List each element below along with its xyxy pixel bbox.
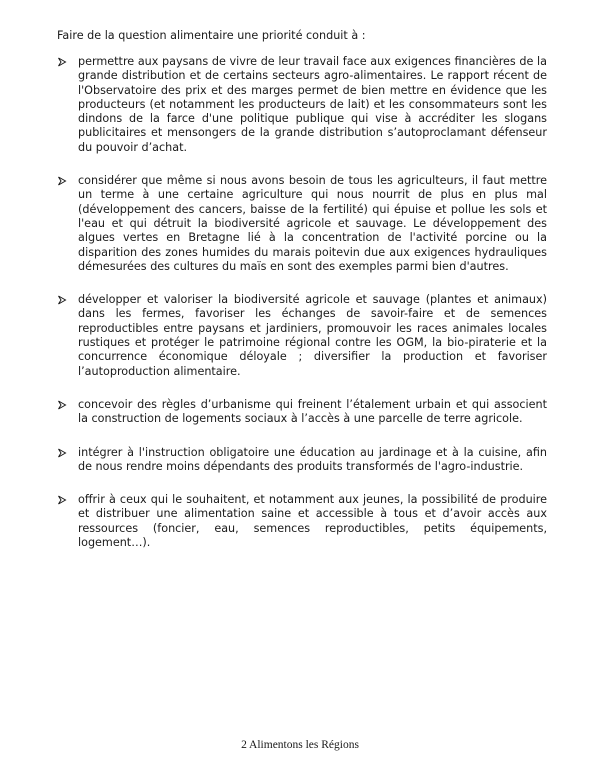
list-item: [57, 398, 547, 427]
arrow-bullet-icon: [57, 176, 67, 186]
bullet-text: développer et valoriser la biodiversité agricole et sauvage (plantes et animaux) dans les fermes, favoriser les échanges de savoir-faire et de semences reproductibles entre paysans et jardiniers, promouvoir les races animales locales rustiques et protéger le patrimoine régional contre les OGM, la bio-piraterie et la concurrence économique déloyale ; diversifier la production et favoriser l’autoproduction alimentaire.: [78, 293, 547, 378]
list-item: [57, 293, 547, 379]
bullet-text: permettre aux paysans de vivre de leur travail face aux exigences financières de la grande distribution et de certains secteurs agro-alimentaires. Le rapport récent de l'Observatoire des prix et des marges permet de bien mettre en évidence que les producteurs (et notamment les producteurs de lait) et les consommateurs sont les dindons de la farce d'une politique publique qui vise à accréditer les slogans publicitaires et mensongers de la grande distribution s’autoproclamant défenseur du pouvoir d’achat.: [78, 55, 547, 154]
list-item: [57, 493, 547, 550]
arrow-bullet-icon: [57, 448, 67, 458]
arrow-bullet-icon: [57, 57, 67, 67]
bullet-list: [57, 55, 547, 569]
page-footer: 2 Alimentons les Régions: [241, 739, 359, 751]
list-item: [57, 174, 547, 274]
list-item: [57, 446, 547, 475]
list-item: [57, 55, 547, 155]
bullet-text: intégrer à l'instruction obligatoire une éducation au jardinage et à la cuisine, afin de nous rendre moins dépendants des produits transformés de l'agro-industrie.: [78, 445, 547, 473]
bullet-text: concevoir des règles d’urbanisme qui freinent l’étalement urbain et qui associent la construction de logements sociaux à l’accès à une parcelle de terre agricole.: [78, 397, 547, 426]
bullet-text: offrir à ceux qui le souhaitent, et notamment aux jeunes, la possibilité de produire et distribuer une alimentation saine et accessible à tous et d’avoir accès aux ressources (foncier, eau, semences reproductibles, petits équipements, logement…).: [78, 493, 547, 550]
arrow-bullet-icon: [57, 295, 67, 305]
bullet-text: considérer que même si nous avons besoin de tous les agriculteurs, il faut mettre un terme à une certaine agriculture qui nous nourrit de plus en plus mal (développement des cancers, baisse de la fertilité) qui épuise et pollue les sols et l'eau et qui détruit la biodiversité agricole et sauvage. Le développement des algues vertes en Bretagne lié à la concentration de l'activité porcine ou la disparition des zones humides du marais poitevin due aux exigences hydrauliques démesurées des cultures du maïs en sont des exemples parmi bien d'autres.: [78, 174, 547, 273]
intro-paragraph: Faire de la question alimentaire une priorité conduit à :: [57, 29, 366, 42]
arrow-bullet-icon: [57, 495, 67, 505]
arrow-bullet-icon: [57, 400, 67, 410]
